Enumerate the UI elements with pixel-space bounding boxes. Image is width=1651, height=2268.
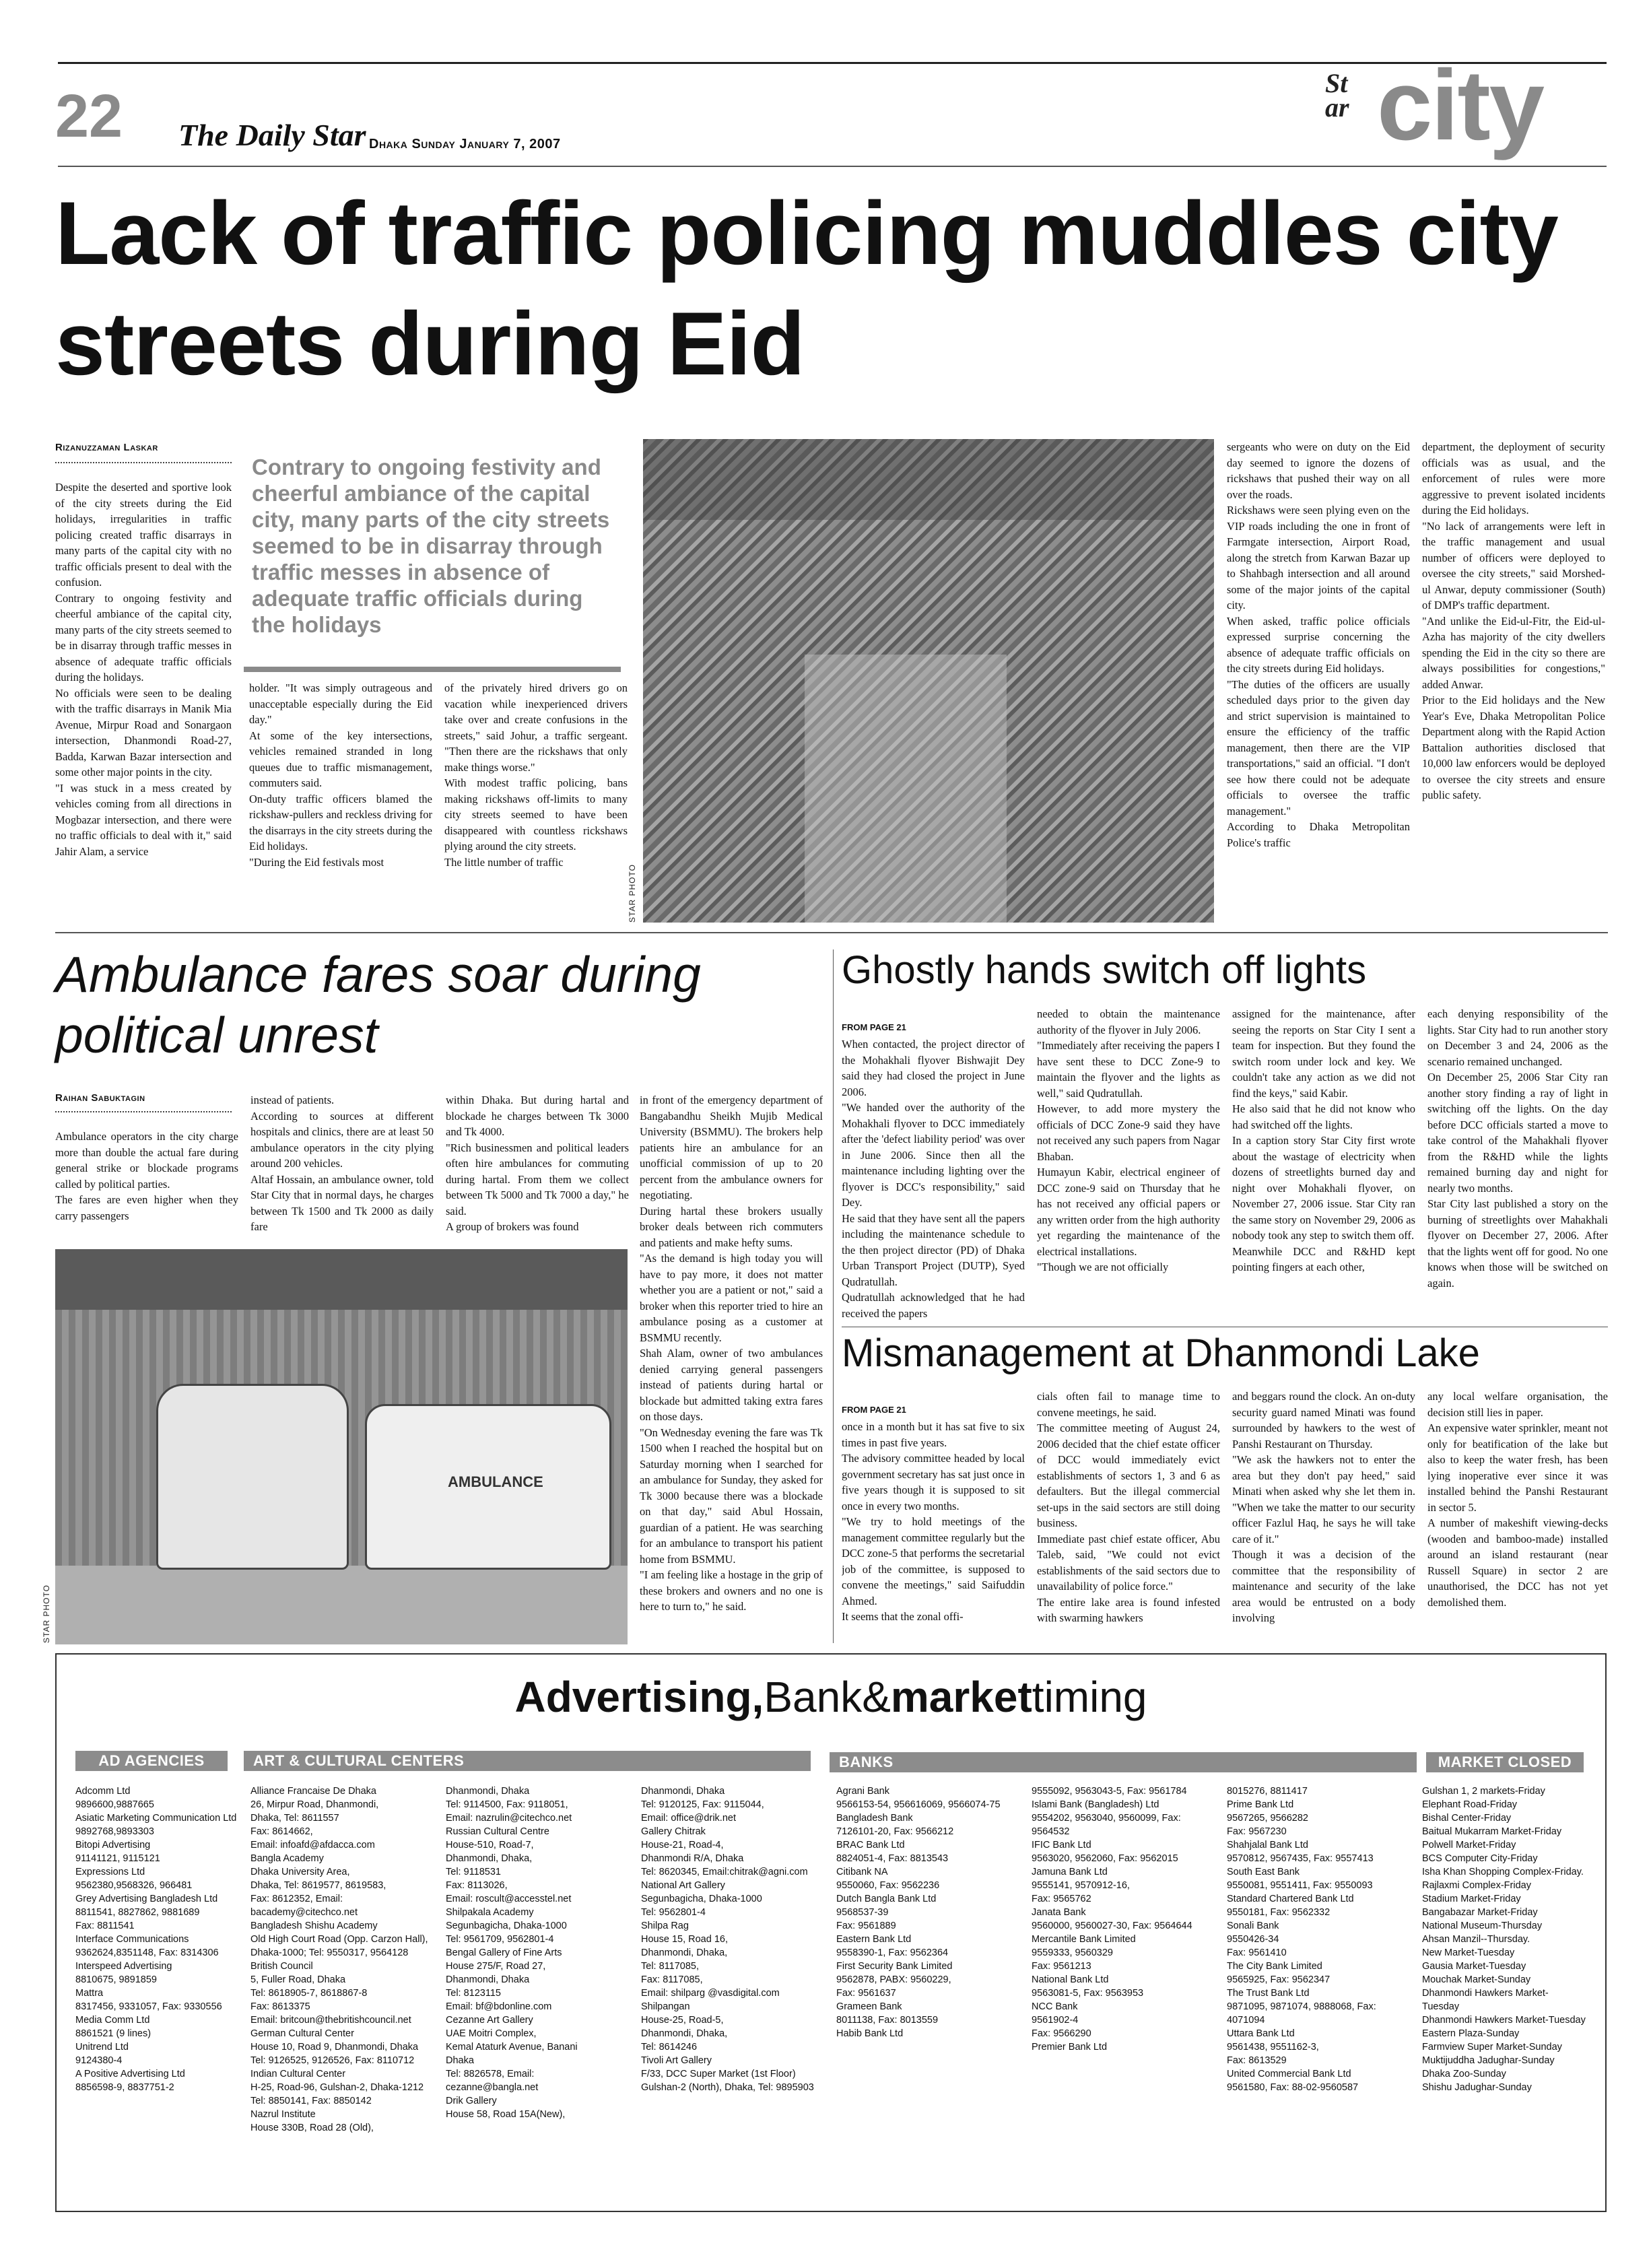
ambulance-col-2: instead of patients. According to sources at different hospitals and clinics, there are at least 50 ambulance operators in the city plying around 200 vehicles. Altaf Hossain, an ambulance owner, told Star City that in normal days, he charges between Tk 1500 and Tk 2000 as daily fare	[250, 1094, 434, 1233]
ads-title-timing: timing	[1032, 1673, 1147, 1721]
ambulance-headline: Ambulance fares soar during political unrest	[55, 946, 701, 1063]
lake-col-2: cials often fail to manage time to convene meetings, he said. The committee meeting of August 24, 2006 decided that the chief estate officer of DCC would immediately evict establishments of sectors 1, 3 and 6 as defaulters. But the illegal commercial set-ups in the said sectors are still doing business. Immediate past chief estate officer, Abu Taleb, said, "We could not evict establishments of the said sectors due to unavailability of police force." The entire lake area is found infested with swarming hawkers	[1037, 1390, 1220, 1624]
ghostly-col-4: each denying responsibility of the lights. Star City had to run another story on December 3 and 24, 2006 as the scenario remained unchanged. On December 25, 2006 Star City ran another story finding a ray of light in switching off the lights. On the day before DCC officials started a move to take control of the Mahakhali flyover from the R&HD while the lights remained burning day and night for nearly two months. Star City last published a story on the burning of streetlights over Mahakhali flyover on December 27, 2006. After that the lights went off for good. No one knows when those will be switched on again.	[1427, 1007, 1608, 1290]
lead-bottom-rule	[55, 932, 1608, 933]
lake-col-1	[842, 1386, 1025, 1644]
ads-title-market: market	[890, 1673, 1032, 1721]
section-market-closed: MARKET CLOSED	[1426, 1752, 1584, 1772]
art-centers-list-1: Alliance Francaise De Dhaka 26, Mirpur Road, Dhanmondi, Dhaka, Tel: 8611557 Fax: 8614662, Email: infoafd@afdacca.com Bangla Academy Dhaka University Area, Dhaka, Tel: 8619577, 8619583, Fax: 8612352, Email: bacademy@citechco.net Bangladesh Shishu Academy Old High Court Road (Opp. Carzon Hall), Dhaka-1000; Tel: 9550317, 9564128 British Council 5, Fuller Road, Dhaka Tel: 8618905-7, 8618867-8 Fax: 8613375 Email: britcoun@thebritishcouncil.net German Cultural Center House 10, Road 9, Dhanmondi, Dhaka Tel: 9126525, 9126526, Fax: 8110712 Indian Cultural Center H-25, Road-96, Gulshan-2, Dhaka-1212 Tel: 8850141, Fax: 8850142 Nazrul Institute House 330B, Road 28 (Old),	[250, 1786, 428, 2133]
banks-list-1: Agrani Bank 9566153-54, 956616069, 9566074-75 Bangladesh Bank 7126101-20, Fax: 9566212 BRAC Bank Ltd 8824051-4, Fax: 8813543 Citibank NA 9550060, Fax: 9562236 Dutch Bangla Bank Ltd 9568537-39 Fax: 9561889 Eastern Bank Ltd 9558390-1, Fax: 9562364 First Security Bank Limited 9562878, PABX: 9560229, Fax: 9561637 Grameen Bank 8011138, Fax: 8013559 Habib Bank Ltd	[836, 1786, 1001, 2039]
lead-col-1: Despite the deserted and sportive look of the city streets during the Eid holidays, irregularities in traffic policing created traffic disarrays in many parts of the capital city with no traffic officials present to deal with the confusion. Contrary to ongoing festivity and cheerful ambiance of the capital city, many parts of the city streets seemed to be in disarray through traffic messes in absence of adequate traffic officials during the holidays. No officials were seen to be dealing with the traffic disarrays in Manik Mia Avenue, Mirpur Road and Sonargaon intersection, Dhanmondi Road-27, Badda, Karwan Bazar intersection and some other major points in the city. "I was stuck in a mess created by vehicles coming from all directions in Mogbazar intersection, and there were no traffic officials to deal with it," said Jahir Alam, a service	[55, 481, 232, 858]
ad-agencies-list: Adcomm Ltd 9896600,9887665 Asiatic Marketing Communication Ltd 9892768,9893303 Bitopi Advertising 91141121, 9115121 Expressions Ltd 9562380,9568326, 966481 Grey Advertising Bangladesh Ltd 8811541, 8827862, 9881689 Fax: 8811541 Interface Communications 9362624,8351148, Fax: 8314306 Interspeed Advertising 8810675, 9891859 Mattra 8317456, 9331057, Fax: 9330556 Media Comm Ltd 8861521 (9 lines) Unitrend Ltd 9124380-4 A Positive Advertising Ltd 8856598-9, 8837751-2	[75, 1786, 237, 2093]
section-name: city	[1377, 50, 1544, 161]
lead-byline: Rizanuzzaman Laskar	[55, 442, 158, 453]
ambulance-byline: Raihan Sabuktagin	[55, 1092, 145, 1104]
ambulance-col-1: Ambulance operators in the city charge more than double the actual fare during general strike or blockade programs called by political parties. The fares are even higher when they carry passengers	[55, 1130, 238, 1222]
photo-ground	[55, 1566, 628, 1644]
lake-from-page: FROM PAGE 21	[842, 1404, 906, 1415]
lead-traffic-photo	[643, 439, 1214, 923]
ambulance-col-3: within Dhaka. But during hartal and blockade he charges between Tk 3000 and Tk 4000. "Rich businessmen and political leaders often hire ambulances for commuting during hartal. From them we collect between Tk 5000 and Tk 7000 a day," he said. A group of brokers was found	[446, 1094, 629, 1233]
ads-title-bank: Bank&	[764, 1673, 891, 1721]
lead-byline-dots	[55, 462, 232, 463]
lake-col-1-text: once in a month but it has sat five to six times in past five years. The advisory committee headed by local government secretary has sat just once in five years though it is supposed to sit once in every two months. "We try to hold meetings of the management committee regularly but the DCC zone-5 that performs the secretarial job of the committee, is supposed to convene the meetings," said Saifuddin Ahmed. It seems that the zonal offi-	[842, 1420, 1025, 1623]
ambulance-col-4: in front of the emergency department of Bangabandhu Sheikh Mujib Medical University (BSMMU). The brokers help patients hire an ambulance for an unofficial commission of up to 20 percent from the ambulance owners for negotiating. During hartal these brokers usually broker deals between rich commuters and patients and make hefty sums. "As the demand is high today you will have to pay more, it does not matter whether you are a patient or not," said a broker when this reporter tried to hire an ambulance posing as a customer at BSMMU recently. Shah Alam, owner of two ambulances denied carrying general passengers instead of patients during hartal or blockade but admitted taking extra fares on those days. "On Wednesday evening the fare was Tk 1500 when I reached the hospital but on Saturday morning when I searched for an ambulance for Sunday, they asked for Tk 3000 because there was a blockade on that day," said Abul Hossain, guardian of a patient. He was searching for an ambulance to transport his patient home from BSMMU. "I am feeling like a hostage in the grip of these brokers and owners and no one is here to turn to," he said.	[640, 1094, 823, 1613]
lake-col-4: any local welfare organisation, the decision still lies in paper. An expensive water sprinkler, meant not only for beatification of the lake but also to keep the water fresh, has been lying inoperative ever since it was installed behind the Panshi Restaurant in sector 5. A number of makeshift viewing-decks (wooden and bamboo-made) installed around an island restaurant (near Russell Square) in sector 2 are unauthorised, the DCC has not yet demolished them.	[1427, 1390, 1608, 1609]
art-centers-list-2: Dhanmondi, Dhaka Tel: 9114500, Fax: 9118051, Email: nazrulin@citechco.net Russian Cultural Centre House-510, Road-7, Dhanmondi, Dhaka, Tel: 9118531 Fax: 8113026, Email: roscult@accesstel.net Shilpakala Academy Segunbagicha, Dhaka-1000 Tel: 9561709, 9562801-4 Bengal Gallery of Fine Arts House 275/F, Road 27, Dhanmondi, Dhaka Tel: 8123115 Email: bf@bdonline.com Cezanne Art Gallery UAE Moitri Complex, Kemal Ataturk Avenue, Banani Dhaka Tel: 8826578, Email: cezanne@bangla.net Drik Gallery House 58, Road 15A(New),	[446, 1786, 578, 2120]
lake-headline: Mismanagement at Dhanmondi Lake	[842, 1331, 1480, 1375]
banks-list-3: 8015276, 8811417 Prime Bank Ltd 9567265, 9566282 Fax: 9567230 Shahjalal Bank Ltd 9570812, 9567435, Fax: 9557413 South East Bank 9550081, 9551411, Fax: 9550093 Standard Chartered Bank Ltd 9550181, Fax: 9562332 Sonali Bank 9550426-34 Fax: 9561410 The City Bank Limited 9565925, Fax: 9562347 The Trust Bank Ltd 9871095, 9871074, 9888068, Fax: 4071094 Uttara Bank Ltd 9561438, 9551162-3, Fax: 8613529 United Commercial Bank Ltd 9561580, Fax: 88-02-9560587	[1227, 1786, 1376, 2093]
photo-road-area	[805, 655, 1007, 923]
lead-pullquote-box	[244, 444, 621, 672]
dateline: Dhaka Sunday January 7, 2007	[369, 137, 561, 152]
market-closed-list: Gulshan 1, 2 markets-Friday Elephant Road-Friday Bishal Center-Friday Baitual Mukarram Market-Friday Polwell Market-Friday BCS Computer City-Friday Isha Khan Shopping Complex-Friday. Rajlaxmi Complex-Friday Stadium Market-Friday Bangabazar Market-Friday National Museum-Thursday Ahsan Manzil--Thursday. New Market-Tuesday Gausia Market-Tuesday Mouchak Market-Sunday Dhanmondi Hawkers Market- Tuesday Dhanmondi Hawkers Market-Tuesday Eastern Plaza-Sunday Farmview Super Market-Sunday Muktijuddha Jadughar-Sunday Dhaka Zoo-Sunday Shishu Jadughar-Sunday	[1422, 1786, 1586, 2093]
ads-title-advertising: Advertising,	[514, 1673, 764, 1721]
section-ad-agencies: AD AGENCIES	[75, 1751, 228, 1771]
lead-pullquote: Contrary to ongoing festivity and cheerful ambiance of the capital city, many parts of the city streets seemed to be in disarray through traffic messes in absence of adequate traffic officials during the holidays	[252, 455, 610, 637]
ghostly-col-2: needed to obtain the maintenance authority of the flyover in July 2006. "Immediately after receiving the papers I have sent these to DCC Zone-9 to maintain the flyover and the lights as well," said Qudratullah. However, to add more mystery the officials of DCC Zone-9 said they have not received any such papers from Nagar Bhaban. Humayun Kabir, electrical engineer of DCC zone-9 said on Thursday that he has not received any official papers or any written order from the high authority yet regarding the maintenance of the electrical installations. "Though we are not officially	[1037, 1007, 1220, 1273]
ambulance-van-left	[156, 1384, 349, 1570]
ambulance-sign: AMBULANCE	[448, 1473, 543, 1490]
masthead-rule	[58, 166, 1607, 167]
ghostly-col-1-text: When contacted, the project director of the Mohakhali flyover Bishwajit Dey said they had closed the project in June 2006. "We handed over the authority of the Mohakhali flyover to DCC immediately after the 'defect liability period' was over in June 2006. Since then all the maintenance including lighting over the flyover is DCC's responsibility," said Dey. He said that they have sent all the papers including the maintenance schedule to the then project director (PD) of Dhaka Urban Transport Project (DUTP), Syed Qudratullah. Qudratullah acknowledged that he had received the papers	[842, 1038, 1025, 1320]
paper-name-logo: The Daily Star	[178, 118, 366, 152]
art-centers-list-3: Dhanmondi, Dhaka Tel: 9120125, Fax: 9115044, Email: office@drik.net Gallery Chitrak House-21, Road-4, Dhanmondi R/A, Dhaka Tel: 8620345, Email:chitrak@agni.com National Art Gallery Segunbagicha, Dhaka-1000 Tel: 9562801-4 Shilpa Rag House 15, Road 16, Dhanmondi, Dhaka, Tel: 8117085, Fax: 8117085, Email: shilparg @vasdigital.com Shilpangan House-25, Road-5, Dhanmondi, Dhaka, Tel: 8614246 Tivoli Art Gallery F/33, DCC Super Market (1st Floor) Gulshan-2 (North), Dhaka, Tel: 9895903	[641, 1786, 814, 2093]
ambulance-byline-dots	[55, 1111, 232, 1112]
lake-col-3: and beggars round the clock. An on-duty security guard named Minati was found surrounded by hawkers to the west of Panshi Restaurant on Thursday. "We ask the hawkers not to enter the area but they don't pay heed," said Minati when asked why she let them in. "When we take the matter to our security officer Fazlul Haq, he says he will take care of it." Though it was a decision of the committee that the responsibility of maintenance and security of the lake area would be entrusted on a body involving	[1232, 1390, 1415, 1624]
ads-title	[55, 1670, 1607, 1724]
ghostly-col-3: assigned for the maintenance, after seeing the reports on Star City I sent a team for inspection. But they found the switch room under lock and key. We couldn't take any action as we did not find the keys," said Kabir. He also said that he did not know who had switched off the lights. In a caption story Star City first wrote about the wastage of electricity when dozens of streetlights burned day and night over Mohakhali flyover, on November 27, 2006 issue. Star City ran the same story on November 29, 2006 as nobody took any step to switch them off. Meanwhile DCC and R&HD kept pointing fingers at each other,	[1232, 1007, 1415, 1273]
photo-building-area	[643, 439, 1214, 520]
ghostly-headline: Ghostly hands switch off lights	[842, 948, 1367, 992]
top-rule	[58, 62, 1607, 64]
banks-list-2: 9555092, 9563043-5, Fax: 9561784 Islami Bank (Bangladesh) Ltd 9554202, 9563040, 9560099, Fax: 9564532 IFIC Bank Ltd 9563020, 9562060, Fax: 9562015 Jamuna Bank Ltd 9555141, 9570912-16, Fax: 9565762 Janata Bank 9560000, 9560027-30, Fax: 9564644 Mercantile Bank Limited 9559333, 9560329 Fax: 9561213 National Bank Ltd 9563081-5, Fax: 9563953 NCC Bank 9561902-4 Fax: 9566290 Premier Bank Ltd	[1032, 1786, 1192, 2053]
photo-shed-roof	[55, 1249, 628, 1310]
lead-col-2: holder. "It was simply outrageous and unacceptable especially during the Eid day." At some of the key intersections, vehicles remained stranded in long queues due to traffic mismanagement, commuters said. On-duty traffic officers blamed the rickshaw-pullers and reckless driving for the disarrays in the city streets during the Eid holidays. "During the Eid festivals most	[249, 681, 432, 869]
ambulance-photo-credit: STAR PHOTO	[42, 1585, 51, 1643]
ambulance-photo	[55, 1249, 628, 1644]
section-banks: BANKS	[830, 1752, 1417, 1772]
lead-headline: Lack of traffic policing muddles city streets during Eid	[55, 184, 1558, 394]
ghostly-from-page: FROM PAGE 21	[842, 1022, 906, 1032]
ghostly-col-1	[842, 1003, 1025, 1320]
ambulance-van-right	[365, 1404, 611, 1570]
column-divider	[833, 949, 834, 1643]
section-prefix-logo: Star	[1325, 68, 1349, 123]
lead-photo-credit: STAR PHOTO	[628, 864, 637, 923]
lead-col-3: of the privately hired drivers go on vacation while inexperienced drivers take over and create confusions in the streets," said Johur, a traffic sergeant. "Then there are the rickshaws that only make things worse." With modest traffic policing, bans making rickshaws off-limits to many city streets seemed to have been disappeared with countless rickshaws plying around the city streets. The little number of traffic	[444, 681, 628, 869]
page-number: 22	[55, 83, 123, 150]
lead-col-5: department, the deployment of security officials was as usual, and the enforcement of rules were more aggressive to prevent isolated incidents during the Eid holidays. "No lack of arrangements were left in the traffic management and usual number of officers were deployed to oversee the city streets," said Morshed-ul Anwar, deputy commissioner (South) of DMP's traffic department. "And unlike the Eid-ul-Fitr, the Eid-ul-Azha has majority of the city dwellers spending the Eid in the city so there are always possibilities for congestions," added Anwar. Prior to the Eid holidays and the New Year's Eve, Dhaka Metropolitan Police Department along with the Rapid Action Battalion authorities disclosed that 10,000 law enforcers would be deployed to oversee the city streets and ensure public safety.	[1422, 440, 1605, 801]
section-art-centers: ART & CULTURAL CENTERS	[244, 1751, 811, 1771]
lead-col-4: sergeants who were on duty on the Eid day seemed to ignore the dozens of rickshaws that pushed their way on all over the roads. Rickshaws were seen plying even on the VIP roads including the one in front of Farmgate intersection, Airport Road, along the stretch from Karwan Bazar up to Shahbagh intersection and all around some of the major joints of the capital city. When asked, traffic police officials expressed surprise concerning the absence of adequate traffic officials on the city streets during Eid holidays. "The duties of the officers are usually scheduled days prior to the given day and strict supervision is maintained to ensure the efficiency of the traffic management, then there are the VIP transportations," said an official. "I don't see how there could not be adequate officials to oversee the traffic management." According to Dhaka Metropolitan Police's traffic	[1227, 440, 1410, 849]
